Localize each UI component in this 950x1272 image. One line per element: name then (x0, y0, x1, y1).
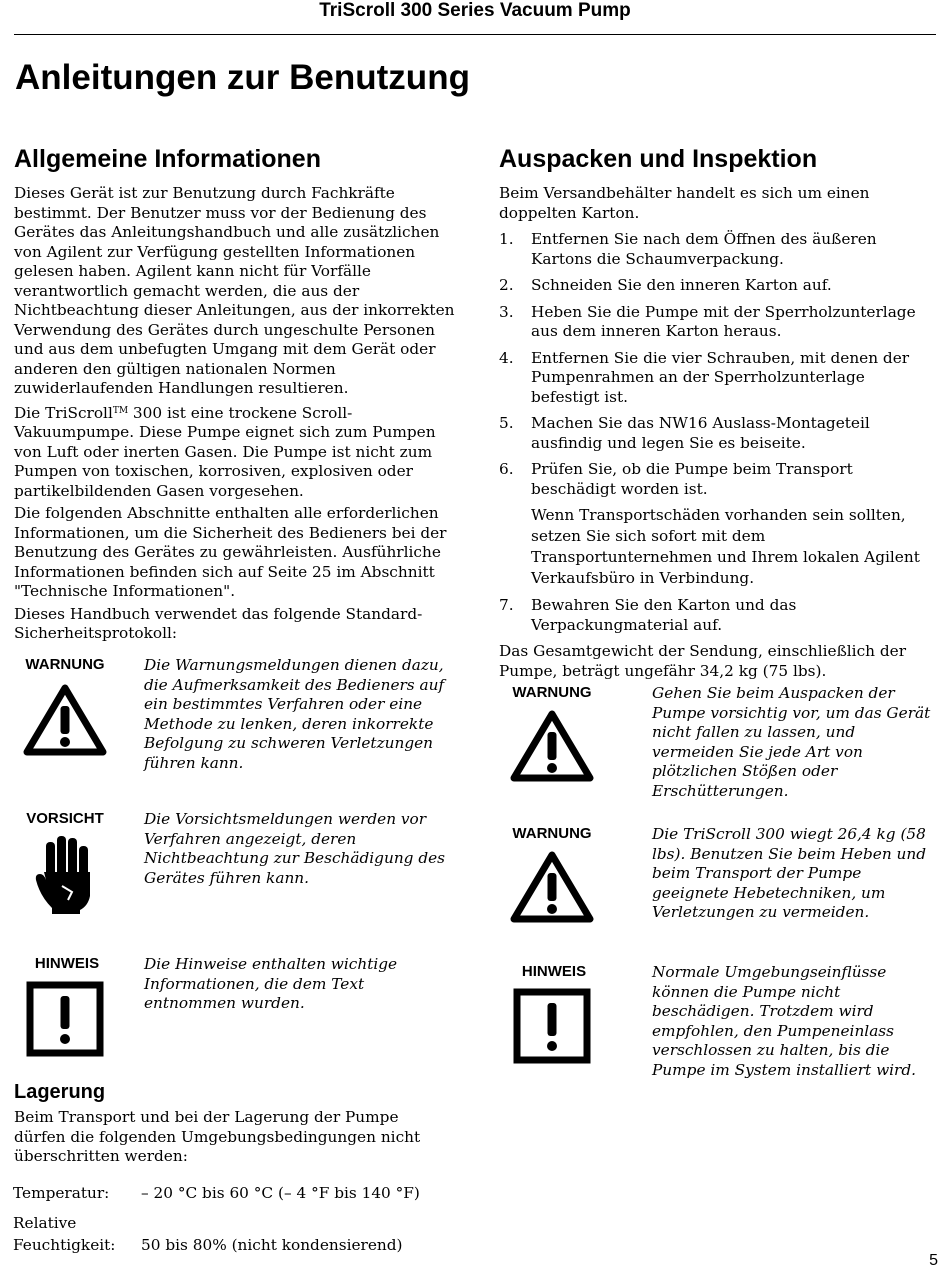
page-number: 5 (929, 1252, 938, 1269)
notice-label: WARNUNG (512, 684, 592, 701)
paragraph: Die folgenden Abschnitte enthalten alle erforderlichen Informationen, um die Sicherheit des Bedieners bei der Benutzung des Gerätes zu gewährleisten. Ausführliche Informationen befinden sich auf Seite 25 im Abschnitt "Technische Informationen". (14, 504, 447, 600)
condition-label: Feuchtigkeit: (13, 1236, 116, 1254)
running-header: TriScroll 300 Series Vacuum Pump (319, 0, 631, 21)
warning-triangle-icon (509, 849, 595, 925)
step-text: Machen Sie das NW16 Auslass-Montageteil ausfindig und legen Sie es beiseite. (531, 414, 870, 452)
step-number: 1. (499, 230, 514, 248)
step-text: Bewahren Sie den Karton und das Verpackungmaterial auf. (531, 596, 797, 634)
condition-label: Temperatur: (13, 1184, 110, 1202)
section-heading-storage: Lagerung (14, 1081, 106, 1103)
condition-value: – 20 °C bis 60 °C (– 4 °F bis 140 °F) (141, 1184, 420, 1202)
notice-note (14, 955, 464, 1065)
step-number: 3. (499, 302, 514, 321)
warning-triangle-icon (509, 708, 595, 784)
section-heading-general: Allgemeine Informationen (14, 145, 321, 173)
storage-section (14, 1080, 454, 1170)
text-fragment: 300 ist eine trockene Scroll-Vakuumpumpe. Diese Pumpe eignet sich zum Pumpen von Luft oder inerten Gasen. Die Pumpe ist nicht zum Pumpen von toxischen, korrosiven, explosiven oder partikelbildenden Gasen vorgesehen. (14, 403, 436, 500)
step-number: 4. (499, 348, 514, 367)
section-heading-unpack: Auspacken und Inspektion (499, 145, 818, 173)
paragraph: Beim Versandbehälter handelt es sich um einen doppelten Karton. (499, 184, 870, 222)
notice-caution (14, 810, 464, 940)
list-item (499, 414, 935, 453)
text-fragment: Die TriScroll (14, 403, 113, 422)
notice-note (499, 963, 935, 1083)
list-item (499, 303, 935, 342)
note-exclamation-box-icon (513, 988, 591, 1064)
paragraph-triscroll (14, 402, 464, 502)
step-text: Prüfen Sie, ob die Pumpe beim Transport beschädigt worden ist. (531, 460, 853, 498)
warning-triangle-icon (22, 682, 108, 758)
notice-label: WARNUNG (512, 825, 592, 842)
paragraph-weight: Das Gesamtgewicht der Sendung, einschließlich der Pumpe, beträgt ungefähr 34,2 kg (75 lbs). (499, 642, 907, 680)
list-item (499, 349, 935, 408)
left-column (14, 144, 464, 647)
list-item (499, 276, 935, 296)
step-number: 2. (499, 276, 514, 294)
condition-label: Relative (13, 1214, 77, 1232)
notice-warning (14, 656, 464, 796)
list-item (499, 460, 935, 589)
paragraph: Beim Transport und bei der Lagerung der Pumpe dürfen die folgenden Umgebungsbedingungen nicht überschritten werden: (14, 1108, 421, 1165)
unpack-steps (499, 230, 935, 635)
condition-value: 50 bis 80% (nicht kondensierend) (141, 1236, 403, 1254)
notice-warning (499, 825, 935, 955)
caution-hand-icon (32, 834, 98, 916)
notice-warning (499, 684, 935, 814)
step-text: Entfernen Sie nach dem Öffnen des äußeren Kartons die Schaumverpackung. (531, 230, 877, 268)
trademark-mark: TM (112, 405, 129, 416)
list-item (499, 596, 935, 635)
notice-label: VORSICHT (26, 810, 104, 827)
step-number: 5. (499, 414, 514, 432)
notice-text: Die Warnungsmeldungen dienen dazu, die Aufmerksamkeit des Bedieners auf ein bestimmtes Verfahren oder eine Methode zu lenken, deren inkorrekte Befolgung zu schweren Verletzungen führen kann. (144, 656, 445, 772)
step-text: Heben Sie die Pumpe mit der Sperrholzunterlage aus dem inneren Karton heraus. (531, 302, 916, 340)
paragraph: Dieses Handbuch verwendet das folgende Standard-Sicherheitsprotokoll: (14, 604, 423, 642)
notice-text: Die Vorsichtsmeldungen werden vor Verfahren angezeigt, deren Nichtbeachtung zur Beschädigung des Gerätes führen kann. (144, 810, 446, 887)
note-exclamation-box-icon (26, 981, 104, 1057)
notice-text: Gehen Sie beim Auspacken der Pumpe vorsichtig vor, um das Gerät nicht fallen zu lassen, und vermeiden Sie jede Art von plötzlichen Stößen oder Erschütterungen. (652, 684, 931, 800)
step-text: Entfernen Sie die vier Schrauben, mit denen der Pumpenrahmen an der Sperrholzunterlage befestigt ist. (531, 348, 910, 406)
page-title: Anleitungen zur Benutzung (15, 58, 470, 97)
paragraph: Dieses Gerät ist zur Benutzung durch Fachkräfte bestimmt. Der Benutzer muss vor der Bedienung des Gerätes das Anleitungshandbuch und alle zusätzlichen von Agilent zur Verfügung gestellten Informationen gelesen haben. Agilent kann nicht für Vorfälle verantwortlich gemacht werden, die aus der Nichtbeachtung dieser Anleitungen, aus der inkorrekten Verwendung des Gerätes durch ungeschulte Personen und aus dem unbefugten Umgang mit dem Gerät oder anderen den gültigen nationalen Normen zuwiderlaufenden Handlungen resultieren. (14, 184, 455, 397)
notice-label: WARNUNG (25, 656, 105, 673)
right-column (499, 144, 935, 684)
notice-text: Die Hinweise enthalten wichtige Informationen, die dem Text entnommen wurden. (144, 955, 398, 1012)
notice-label: HINWEIS (521, 963, 587, 980)
step-text: Schneiden Sie den inneren Karton auf. (531, 276, 832, 294)
notice-text: Normale Umgebungseinflüsse können die Pumpe nicht beschädigen. Trotzdem wird empfohlen, den Pumpeneinlass verschlossen zu halten, bis die Pumpe im System installiert wird. (652, 963, 917, 1079)
notice-text: Die TriScroll 300 wiegt 26,4 kg (58 lbs). Benutzen Sie beim Heben und beim Transport der Pumpe geeignete Hebetechniken, um Verletzungen zu vermeiden. (652, 825, 927, 921)
step-number: 6. (499, 460, 514, 478)
step-number: 7. (499, 596, 514, 614)
header-rule (14, 34, 936, 35)
notice-label: HINWEIS (34, 955, 100, 972)
list-item (499, 230, 935, 269)
step-extra-text: Wenn Transportschäden vorhanden sein sollten, setzen Sie sich sofort mit dem Transportunternehmen und Ihrem lokalen Agilent Verkaufsbüro in Verbindung. (531, 506, 920, 587)
